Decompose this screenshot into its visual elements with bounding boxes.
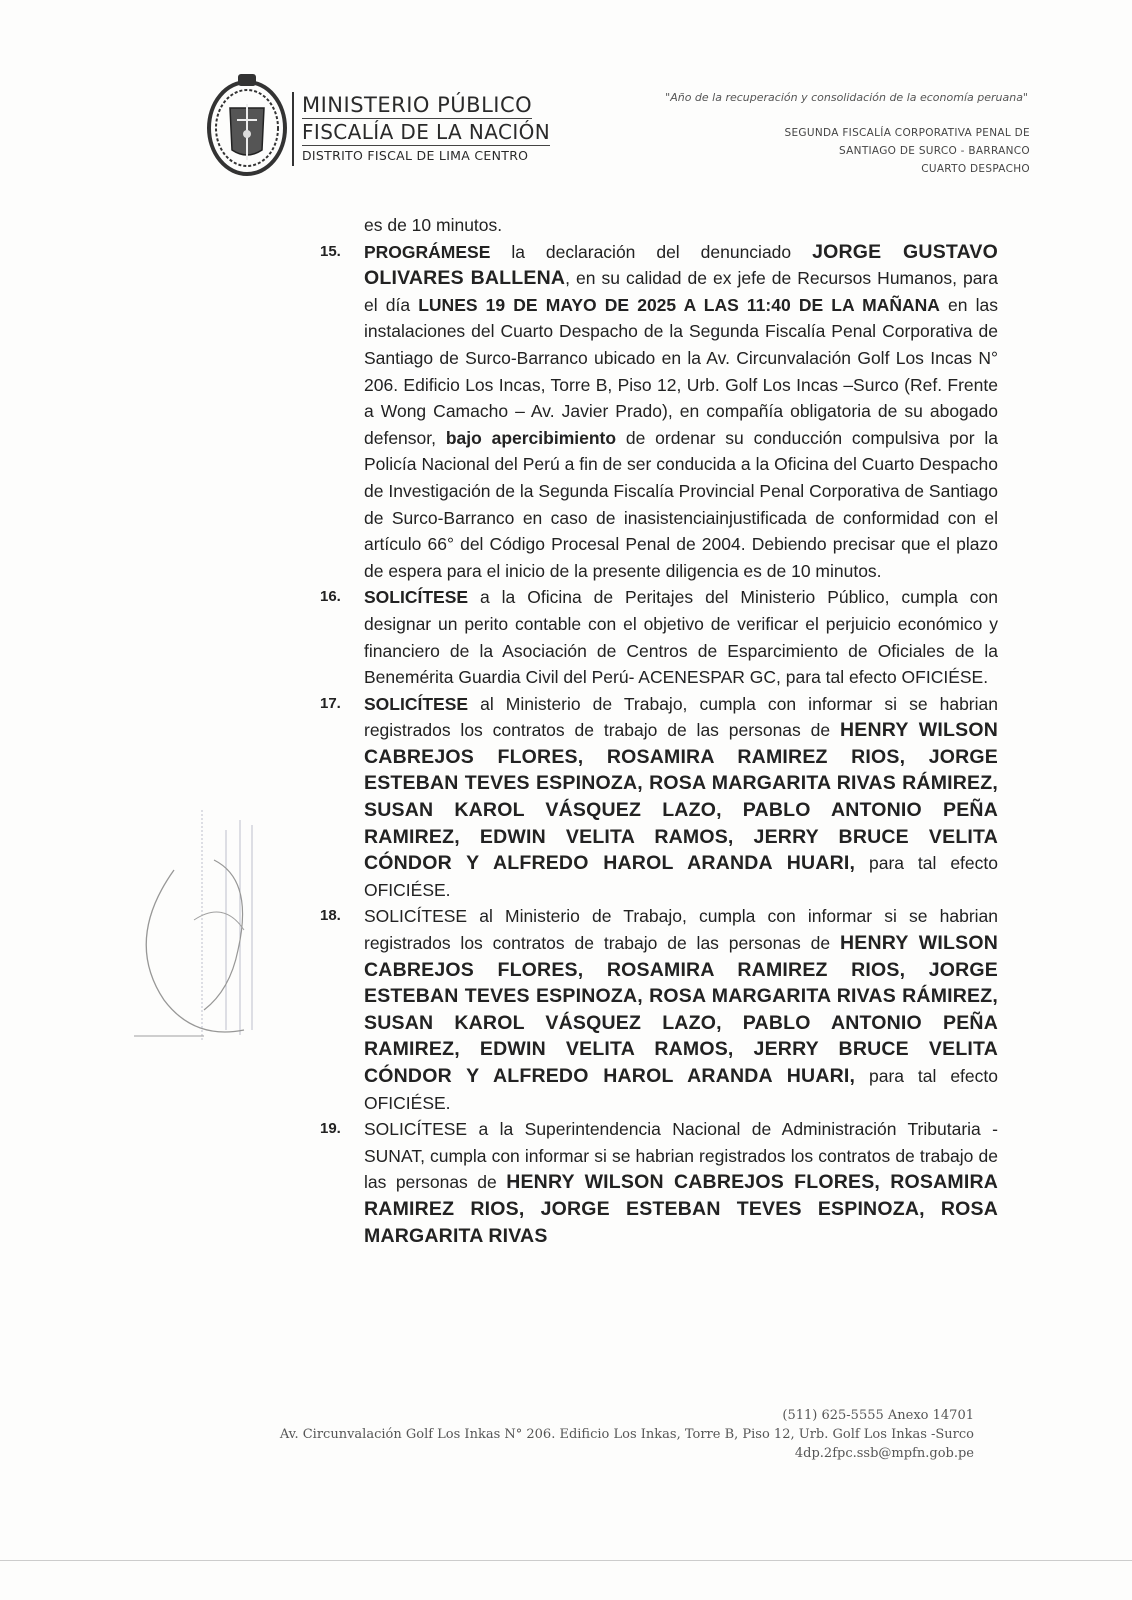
list-item-17 bbox=[320, 691, 998, 904]
page-bottom-rule bbox=[0, 1560, 1132, 1561]
institution-name-block bbox=[292, 92, 550, 166]
hearing-datetime: LUNES 19 DE MAYO DE 2025 A LAS 11:40 DE LA MAÑANA bbox=[418, 294, 940, 315]
footer-email: 4dp.2fpc.ssb@mpfn.gob.pe bbox=[794, 1446, 974, 1461]
item-text: la declaración del denunciado bbox=[490, 241, 813, 262]
list-item-19 bbox=[320, 1116, 998, 1249]
official-stamp-signature-icon bbox=[134, 800, 270, 1050]
directive-keyword: SOLICÍTESE bbox=[364, 587, 469, 608]
list-item-18 bbox=[320, 903, 998, 1116]
institution-name: MINISTERIO PÚBLICO bbox=[302, 93, 533, 117]
item-text: SOLICÍTESE a la Superintendencia Nacional de Administración Tributaria - SUNAT, cumpla con informar si se habrian registrados los contratos de trabajo de las personas de bbox=[364, 1119, 998, 1193]
item-text: SOLICÍTESE al Ministerio de Trabajo, cumpla con informar si se habrian registrados los contratos de trabajo de las personas de bbox=[364, 906, 998, 954]
directive-keyword: SOLICÍTESE bbox=[364, 693, 469, 714]
letterhead bbox=[0, 0, 1132, 200]
document-body bbox=[320, 212, 998, 1249]
item-text: de ordenar su conducción compulsiva por la Policía Nacional del Perú a fin de ser conducida a la Oficina del Cuarto Despacho de Investigación de la Segunda Fiscalía Provincial Penal Corporativa de Santiago de Surco-Barranco en caso de inasistenciainjustificada de conformidad con el artículo 66° del Código Procesal Penal de 2004. Debiendo precisar que el plazo de espera para el inicio de la presente diligencia es de 10 minutos. bbox=[364, 427, 998, 581]
office-line: SANTIAGO DE SURCO - BARRANCO bbox=[839, 145, 1030, 157]
directive-keyword: PROGRÁMESE bbox=[364, 241, 491, 262]
person-names: HENRY WILSON CABREJOS FLORES, ROSAMIRA RAMIREZ RIOS, JORGE ESTEBAN TEVES ESPINOZA, ROSA MARGARITA RIVAS bbox=[364, 1171, 999, 1247]
warning-term: bajo apercibimiento bbox=[445, 427, 617, 448]
footer-address: Av. Circunvalación Golf Los Inkas N° 206. Edificio Los Inkas, Torre B, Piso 12, Urb. Golf Los Inkas -Surco bbox=[279, 1427, 974, 1442]
item-text: al Ministerio de Trabajo, cumpla con informar si se habrian registrados los contratos de trabajo de las personas de bbox=[364, 693, 998, 741]
item-number: 16. bbox=[320, 588, 341, 606]
item-text: para tal efecto OFICIÉSE. bbox=[364, 853, 998, 900]
footer-phone: (511) 625-5555 Anexo 14701 bbox=[782, 1408, 974, 1423]
item-text: para tal efecto OFICIÉSE. bbox=[364, 1066, 998, 1113]
office-line: SEGUNDA FISCALÍA CORPORATIVA PENAL DE bbox=[784, 127, 1030, 139]
item-number: 19. bbox=[320, 1120, 341, 1138]
office-name bbox=[785, 124, 1030, 178]
list-item-16 bbox=[320, 584, 998, 690]
year-motto: "Año de la recuperación y consolidación de la economía peruana" bbox=[665, 91, 1028, 104]
institution-subtitle: FISCALÍA DE LA NACIÓN bbox=[302, 120, 551, 144]
page-footer bbox=[280, 1406, 974, 1463]
item-text: en las instalaciones del Cuarto Despacho de la Segunda Fiscalía Penal Corporativa de Santiago de Surco-Barranco ubicado en la Av. Circunvalación Golf Los Incas N° 206. Edificio Los Incas, Torre B, Piso 12, Urb. Golf Los Incas –Surco (Ref. Frente a Wong Camacho – Av. Javier Prado), en compañía obligatoria de su abogado defensor, bbox=[364, 294, 998, 448]
item-number: 18. bbox=[320, 907, 341, 925]
paragraph-continuation: es de 10 minutos. bbox=[364, 215, 503, 235]
person-names: HENRY WILSON CABREJOS FLORES, ROSAMIRA RAMIREZ RIOS, JORGE ESTEBAN TEVES ESPINOZA, ROSA MARGARITA RIVAS RÁMIREZ, SUSAN KAROL VÁSQUEZ LAZO, PABLO ANTONIO PEÑA RAMIREZ, EDWIN VELITA RAMOS, JERRY BRUCE VELITA CÓNDOR Y ALFREDO HAROL ARANDA HUARI, bbox=[364, 932, 998, 1087]
national-seal-icon bbox=[204, 68, 290, 180]
item-number: 17. bbox=[320, 694, 341, 712]
item-text: , en su calidad de ex jefe de Recursos Humanos, para el día bbox=[364, 268, 998, 315]
person-names: HENRY WILSON CABREJOS FLORES, ROSAMIRA RAMIREZ RIOS, JORGE ESTEBAN TEVES ESPINOZA, ROSA MARGARITA RIVAS RÁMIREZ, SUSAN KAROL VÁSQUEZ LAZO, PABLO ANTONIO PEÑA RAMIREZ, EDWIN VELITA RAMOS, JERRY BRUCE VELITA CÓNDOR Y ALFREDO HAROL ARANDA HUARI, bbox=[364, 719, 998, 875]
item-number: 15. bbox=[320, 242, 341, 260]
item-text: a la Oficina de Peritajes del Ministerio Público, cumpla con designar un perito contable con el objetivo de verificar el perjuicio económico y financiero de la Asociación de Centros de Esparcimiento de Oficiales de la Benemérita Guardia Civil del Perú- ACENESPAR GC, para tal efecto OFICIÉSE. bbox=[364, 587, 998, 688]
list-item-15 bbox=[320, 239, 998, 585]
district-name: DISTRITO FISCAL DE LIMA CENTRO bbox=[302, 148, 529, 163]
person-name: JORGE GUSTAVO OLIVARES BALLENA bbox=[364, 240, 998, 290]
office-line: CUARTO DESPACHO bbox=[921, 163, 1030, 175]
